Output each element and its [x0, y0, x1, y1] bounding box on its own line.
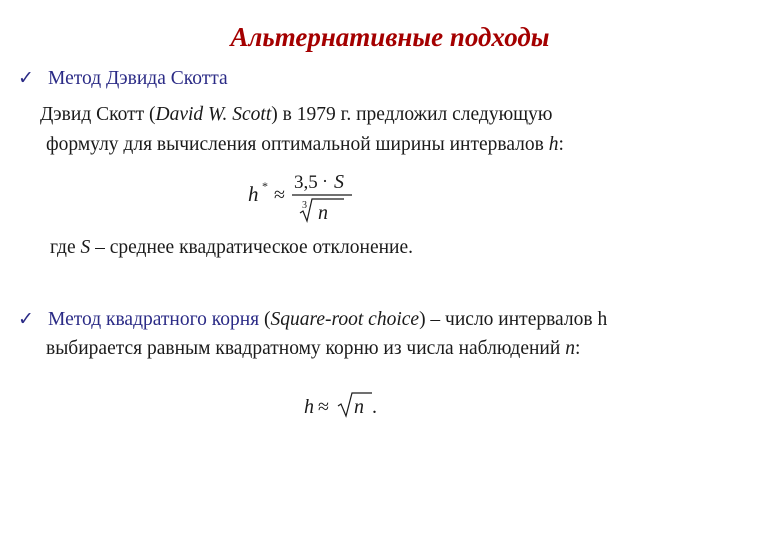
scott-paragraph-line-2 [46, 134, 564, 156]
english-term: Square-root choice [270, 309, 420, 330]
checkmark-icon: ✓ [18, 67, 34, 89]
text-fragment: : [574, 338, 581, 359]
formula-approx: ≈ [318, 396, 329, 418]
formula-approx: ≈ [274, 184, 285, 206]
text-fragment: формулу для вычисления оптимальной ширины интервалов [46, 134, 549, 155]
formula-coefficient: 3,5 [294, 172, 318, 193]
formula-star: * [262, 179, 268, 193]
sqrt-formula [298, 388, 398, 424]
bullet-sqrt-line-1 [18, 308, 607, 331]
text-fragment: – среднее квадратическое отклонение. [90, 237, 414, 258]
formula-S: S [334, 171, 344, 193]
checkmark-icon: ✓ [18, 308, 34, 330]
scott-where-line [50, 237, 413, 259]
text-fragment: : [558, 134, 564, 155]
scott-paragraph-line-1 [40, 104, 553, 126]
author-name: David W. Scott [155, 104, 272, 125]
page-title: Альтернативные подходы [230, 22, 550, 52]
text-fragment: где [50, 237, 81, 258]
variable-n: n [565, 338, 575, 359]
text-fragment: Дэвид Скотт ( [40, 104, 156, 125]
text-fragment: ( [259, 309, 271, 330]
root-index: 3 [302, 200, 307, 211]
formula-dot: · [322, 171, 328, 191]
scott-formula [240, 165, 370, 227]
formula-lhs-h: h [248, 182, 259, 206]
formula-n: n [354, 396, 364, 418]
formula-n: n [318, 202, 328, 224]
variable-h: h [548, 134, 559, 155]
text-fragment: ) – число интервалов h [419, 309, 608, 330]
text-fragment: ) в 1979 г. предложил следующую [271, 104, 553, 125]
formula-period: . [372, 396, 377, 418]
variable-S: S [80, 237, 91, 258]
bullet-sqrt-line-2 [46, 338, 580, 360]
formula-lhs-h: h [304, 396, 314, 418]
bullet-heading-label: Метод Дэвида Скотта [48, 68, 228, 89]
text-fragment: выбирается равным квадратному корню из числа наблюдений [46, 338, 566, 359]
bullet-scott-heading [18, 67, 228, 90]
bullet-heading-label: Метод квадратного корня [48, 309, 260, 330]
